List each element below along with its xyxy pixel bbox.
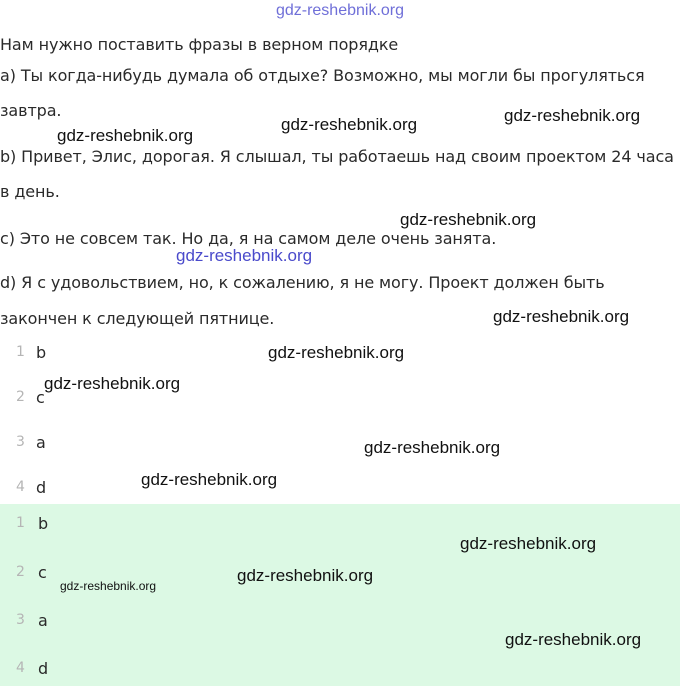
phrase-d-line2: закончен к следующей пятнице. [0, 309, 275, 328]
watermark: gdz-reshebnik.org [60, 579, 157, 593]
watermark: gdz-reshebnik.org [176, 246, 313, 265]
answer-letter: c [38, 563, 47, 582]
watermark: gdz-reshebnik.org [268, 343, 405, 362]
phrase-a-line1: а) Ты когда-нибудь думала об отдыхе? Возможно, мы могли бы прогуляться [0, 66, 645, 85]
answer-number: 3 [16, 612, 25, 628]
phrase-d-line1: d) Я с удовольствием, но, к сожалению, я не могу. Проект должен быть [0, 273, 605, 292]
order-letter: d [36, 478, 47, 497]
answer-number: 1 [16, 515, 25, 531]
watermark: gdz-reshebnik.org [504, 106, 641, 125]
watermark: gdz-reshebnik.org [57, 126, 194, 145]
watermark: gdz-reshebnik.org [400, 210, 537, 229]
answer-number: 2 [16, 564, 25, 580]
answer-letter: a [38, 611, 48, 630]
watermark: gdz-reshebnik.org [505, 630, 642, 649]
order-letter: b [36, 343, 47, 362]
phrase-c-line1: с) Это не совсем так. Но да, я на самом деле очень занята. [0, 229, 497, 248]
order-number: 2 [16, 389, 25, 405]
watermark: gdz-reshebnik.org [364, 438, 501, 457]
header-watermark: gdz-reshebnik.org [275, 2, 405, 19]
watermark: gdz-reshebnik.org [141, 470, 278, 489]
watermark: gdz-reshebnik.org [281, 115, 418, 134]
phrase-b-line1: b) Привет, Элис, дорогая. Я слышал, ты работаешь над своим проектом 24 часа [0, 147, 674, 166]
watermark: gdz-reshebnik.org [44, 374, 181, 393]
phrase-b-line2: в день. [0, 182, 60, 201]
order-letter: a [36, 433, 46, 452]
order-number: 3 [16, 434, 25, 450]
order-letter: c [36, 388, 45, 407]
answer-letter: b [38, 514, 49, 533]
answer-letter: d [38, 659, 49, 678]
watermark: gdz-reshebnik.org [460, 534, 597, 553]
order-number: 4 [16, 479, 25, 495]
phrase-a-line2: завтра. [0, 101, 62, 120]
answer-number: 4 [16, 660, 25, 676]
watermark: gdz-reshebnik.org [493, 307, 630, 326]
answer-block [0, 504, 680, 686]
task-intro: Нам нужно поставить фразы в верном порядке [0, 35, 399, 54]
watermark: gdz-reshebnik.org [237, 566, 374, 585]
order-number: 1 [16, 344, 25, 360]
